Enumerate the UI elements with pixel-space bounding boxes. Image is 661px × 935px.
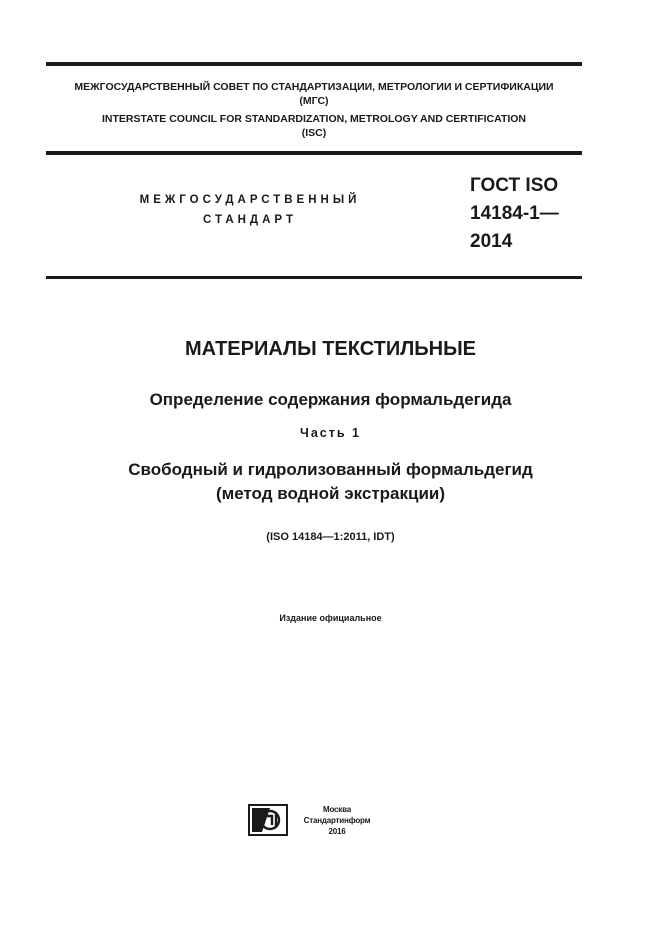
part-title-line2: (метод водной экстракции) (215, 484, 446, 503)
council-abbr-ru: (МГС) (299, 95, 329, 107)
designation-line2: 14184-1— (470, 203, 559, 224)
designation-line1: ГОСТ ISO (470, 175, 559, 196)
council-name-ru: МЕЖГОСУДАРСТВЕННЫЙ СОВЕТ ПО СТАНДАРТИЗАЦИИ, МЕТРОЛОГИИ И СЕРТИФИКАЦИИ (74, 81, 554, 93)
gost-logo-icon (248, 804, 288, 836)
part-label: Часть 1 (300, 426, 361, 440)
edition-note: Издание официальное (279, 613, 382, 623)
standard-kind-line1: МЕЖГОСУДАРСТВЕННЫЙ (139, 194, 361, 206)
part-title-line1: Свободный и гидролизованный формальдегид (128, 460, 533, 479)
designation-rule (46, 276, 582, 279)
designation-line3: 2014 (470, 231, 513, 252)
header-rule (46, 151, 582, 155)
subtitle: Определение содержания формальдегида (149, 390, 512, 409)
imprint-city: Москва (323, 805, 351, 814)
main-title: МАТЕРИАЛЫ ТЕКСТИЛЬНЫЕ (184, 338, 477, 360)
iso-reference: (ISO 14184—1:2011, IDT) (266, 531, 395, 543)
publisher-imprint (292, 804, 382, 837)
council-name-en: INTERSTATE COUNCIL FOR STANDARDIZATION, METROLOGY AND CERTIFICATION (101, 113, 527, 125)
council-abbr-en: (ISC) (301, 127, 327, 139)
imprint-publisher: Стандартинформ (303, 816, 371, 825)
imprint-year: 2016 (328, 827, 346, 836)
top-rule (46, 62, 582, 66)
standard-designation (470, 172, 590, 256)
standard-kind-line2: СТАНДАРТ (203, 214, 297, 226)
